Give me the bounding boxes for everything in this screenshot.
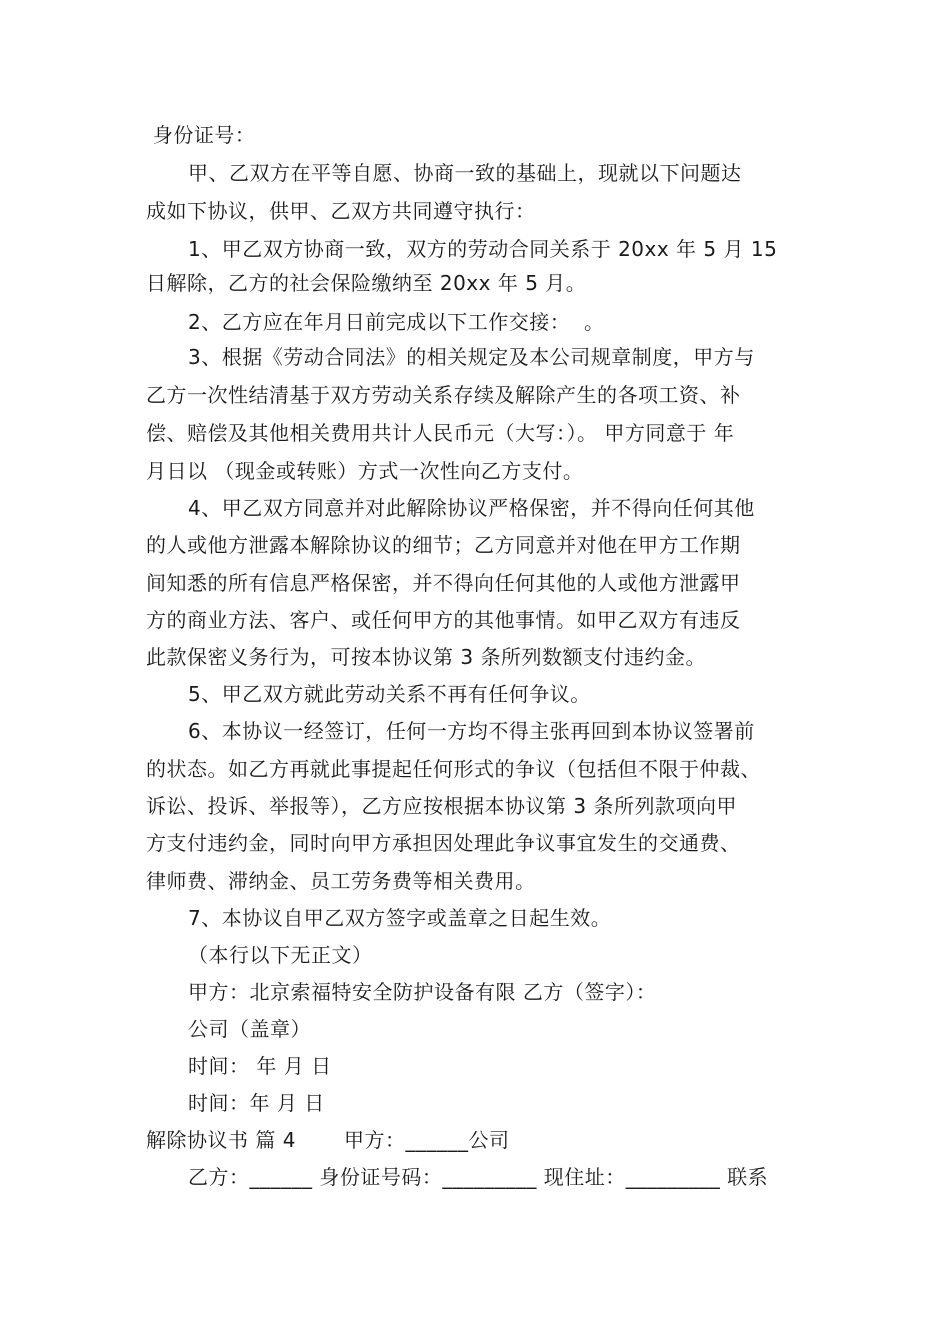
date-line-2: 时间：年 月 日 [188,1091,325,1115]
clause-3-line-2: 乙方一次性结清基于双方劳动关系存续及解除产生的各项工资、补 [146,383,741,407]
clause-4-line-5: 此款保密义务行为，可按本协议第 3 条所列数额支付违约金。 [146,645,706,669]
id-number-label: 身份证号： [146,123,256,147]
clause-7: 7、本协议自甲乙双方签字或盖章之日起生效。 [188,906,612,930]
clause-4-line-3: 间知悉的所有信息严格保密，并不得向任何其他的人或他方泄露甲 [146,571,741,595]
company-seal-line: 公司（盖章） [188,1017,311,1041]
clause-6-line-5: 律师费、滞纳金、员工劳务费等相关费用。 [146,869,536,893]
date-line-1: 时间： 年 月 日 [188,1054,332,1078]
preamble-line-1: 甲、乙双方在平等自愿、协商一致的基础上，现就以下问题达 [188,161,742,185]
clause-3-line-4: 月日以 （现金或转账）方式一次性向乙方支付。 [146,459,584,483]
clause-5: 5、甲乙双方就此劳动关系不再有任何争议。 [188,682,591,706]
clause-6-line-3: 诉讼、投诉、举报等），乙方应按根据本协议第 3 条所列款项向甲 [146,794,737,818]
clause-6-line-1: 6、本协议一经签订，任何一方均不得主张再回到本协议签署前 [188,719,755,743]
signature-party-line: 甲方：北京索福特安全防护设备有限 乙方（签字）： [188,980,657,1004]
no-text-below-note: （本行以下无正文） [188,943,373,967]
clause-2: 2、乙方应在年月日前完成以下工作交接： 。 [188,310,605,334]
clause-3-line-1: 3、根据《劳动合同法》的相关规定及本公司规章制度，甲方与 [188,345,755,369]
clause-4-line-2: 的人或他方泄露本解除协议的细节；乙方同意并对他在甲方工作期 [146,533,741,557]
section-heading-agreement-4: 解除协议书 篇 4 甲方：______公司 [146,1128,510,1152]
clause-1-line-1: 1、甲乙双方协商一致，双方的劳动合同关系于 20xx 年 5 月 15 [188,237,778,261]
clause-1-line-2: 日解除，乙方的社会保险缴纳至 20xx 年 5 月。 [146,271,587,295]
clause-6-line-2: 的状态。如乙方再就此事提起任何形式的争议（包括但不限于仲裁、 [146,757,761,781]
clause-3-line-3: 偿、赔偿及其他相关费用共计人民币元（大写：）。 甲方同意于 年 [146,421,735,445]
clause-4-line-4: 方的商业方法、客户、或任何甲方的其他事情。如甲乙双方有违反 [146,608,741,632]
party-b-info-line: 乙方：______ 身份证号码：_________ 现住址：_________ 联系 [188,1165,769,1189]
preamble-line-2: 成如下协议，供甲、乙双方共同遵守执行： [146,199,536,223]
clause-6-line-4: 方支付违约金，同时向甲方承担因处理此争议事宜发生的交通费、 [146,831,741,855]
clause-4-line-1: 4、甲乙双方同意并对此解除协议严格保密，并不得向任何其他 [188,496,755,520]
